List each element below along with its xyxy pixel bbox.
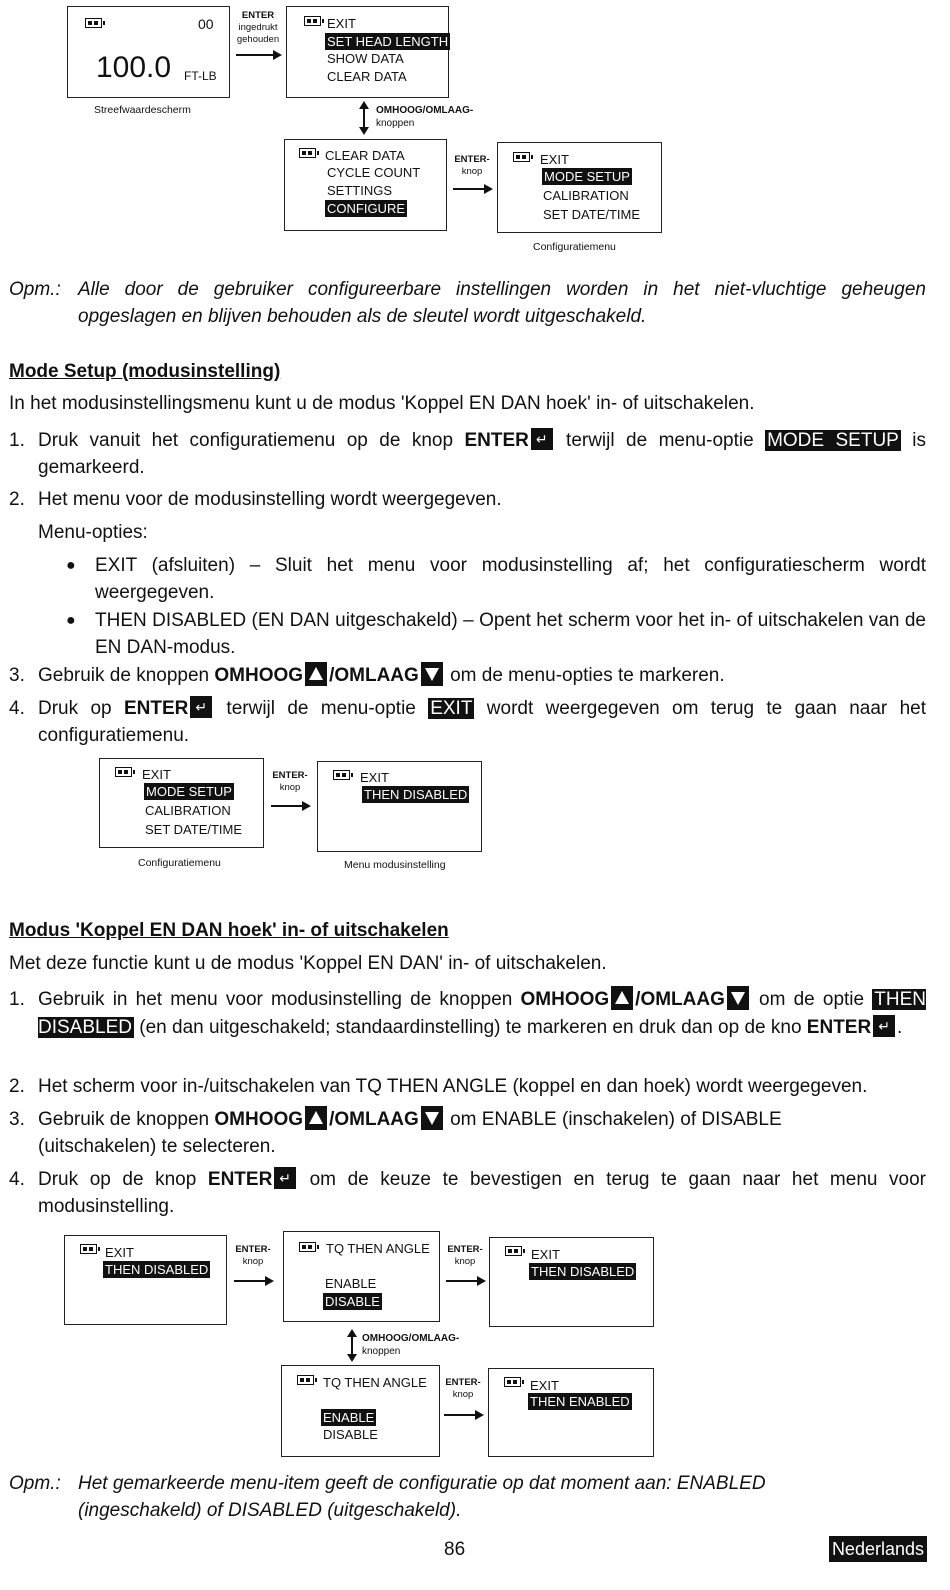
enter-button-label — [270, 770, 310, 794]
step-number: 2. — [9, 1076, 25, 1097]
up-key-label: OMHOOG — [214, 1109, 304, 1130]
menu-item-highlighted: MODE SETUP — [544, 169, 630, 184]
up-key-label: OMHOOG — [214, 665, 304, 686]
step-number: 3. — [9, 1109, 25, 1130]
step-text-part: om de keuze te bevestigen en terug te gaan naar het menu voor modusinstelling. — [38, 1169, 926, 1217]
step-text — [38, 986, 926, 1042]
target-unit: FT-LB — [184, 69, 217, 83]
menu-item: SETTINGS — [327, 183, 393, 198]
updown-label — [362, 1332, 459, 1358]
updown-line2: knoppen — [362, 1346, 401, 1357]
battery-icon — [505, 1246, 522, 1256]
step-text-part: Gebruik in het menu voor modusinstelling de knoppen — [38, 989, 521, 1010]
enter-button-label — [233, 1244, 273, 1268]
note-label: Opm.: — [9, 279, 61, 300]
section-heading-mode-setup: Mode Setup (modusinstelling) — [9, 361, 281, 382]
enter-hold-line3: gehouden — [236, 34, 280, 45]
step-text-part: Druk op — [38, 698, 124, 719]
updown-line1: OMHOOG/OMLAAG- — [376, 105, 474, 116]
enter-label-line2: knop — [461, 166, 483, 177]
config-menu-screen — [99, 758, 264, 848]
right-arrow-icon — [271, 801, 311, 811]
battery-icon — [297, 1375, 314, 1385]
right-arrow-icon — [453, 184, 493, 194]
mode-menu-screen-disabled — [64, 1235, 227, 1325]
step-number: 3. — [9, 665, 25, 686]
enter-key-icon: ↵ — [531, 428, 553, 450]
step-number: 4. — [9, 698, 25, 719]
section-intro: In het modusinstellingsmenu kunt u de modus 'Koppel EN DAN hoek' in- of uitschakelen. — [9, 393, 755, 414]
menu-item-highlighted: SET HEAD LENGTH — [327, 34, 449, 49]
menu-item-highlighted: THEN DISABLED — [364, 787, 468, 802]
enter-label-line1: ENTER- — [272, 770, 308, 781]
enter-label-line1: ENTER- — [454, 154, 490, 165]
menu-item: EXIT — [360, 770, 389, 785]
down-key-label: /OMLAAG — [635, 989, 725, 1010]
menu-item-highlighted: DISABLE — [325, 1294, 380, 1309]
menu-item: CLEAR DATA — [327, 69, 407, 84]
enter-key-icon: ↵ — [873, 1015, 895, 1037]
step-text-part: om de optie — [750, 989, 873, 1010]
menu-item-highlighted: CONFIGURE — [327, 201, 405, 216]
down-key-label: /OMLAAG — [329, 665, 419, 686]
enter-key-label: ENTER — [806, 1017, 872, 1038]
step-text — [38, 1166, 926, 1220]
then-disabled-highlight: THEN DISABLED — [38, 989, 926, 1038]
right-arrow-icon — [446, 1276, 486, 1286]
menu-item-highlighted: THEN DISABLED — [105, 1262, 209, 1277]
down-arrow-icon — [727, 986, 749, 1010]
step-text-part: om de menu-opties te markeren. — [444, 665, 725, 686]
menu-item: EXIT — [540, 152, 569, 167]
step-text-part: wordt weergegeven om terug te gaan naar het configuratiemenu. — [38, 698, 926, 746]
bullet-text: EXIT (afsluiten) – Sluit het menu voor modusinstelling af; het configuratiescherm wordt weergegeven. — [95, 555, 926, 603]
config-menu-caption: Configuratiemenu — [138, 857, 221, 869]
enter-key-label: ENTER — [464, 430, 529, 451]
up-down-arrow-icon — [359, 101, 369, 135]
enter-key-icon: ↵ — [190, 696, 212, 718]
note-text: Alle door de gebruiker configureerbare instellingen worden in het niet-vluchtige geheugen opgeslagen en blijven behouden als de sleutel wordt uitgeschakeld. — [78, 279, 926, 327]
step-text-part: Gebruik de knoppen — [38, 1109, 215, 1130]
battery-icon — [115, 767, 132, 777]
step-text-part: Gebruik de knoppen — [38, 665, 215, 686]
screen-digits: 00 — [198, 16, 214, 32]
battery-icon — [333, 770, 350, 780]
data-menu-screen — [284, 139, 447, 231]
step-text-part: (en dan uitgeschakeld; standaardinstelling) te markeren en druk dan op de kno — [133, 1017, 807, 1038]
down-arrow-icon — [421, 1106, 443, 1130]
step-text-part: terwijl de menu-optie — [214, 698, 429, 719]
step-text-part: Druk op de knop — [38, 1169, 208, 1190]
step-text — [38, 427, 926, 481]
menu-item: SET DATE/TIME — [543, 207, 641, 222]
page-number: 86 — [444, 1539, 466, 1560]
config-menu-caption: Configuratiemenu — [533, 241, 616, 253]
menu-item-highlighted: MODE SETUP — [146, 784, 232, 799]
enter-button-label — [443, 1377, 483, 1401]
exit-highlight: EXIT — [430, 698, 473, 719]
note-text: Het gemarkeerde menu-item geeft de configuratie op dat moment aan: ENABLED (ingeschakeld) of DISABLED (uitgeschakeld). — [78, 1473, 766, 1521]
mode-menu-screen-disabled — [489, 1237, 654, 1327]
enter-hold-line1: ENTER — [241, 10, 275, 21]
battery-icon — [85, 18, 102, 28]
step-text: Het menu voor de modusinstelling wordt weergegeven. — [38, 489, 502, 510]
section-heading-then-angle: Modus 'Koppel EN DAN hoek' in- of uitschakelen — [9, 920, 449, 941]
section-intro: Met deze functie kunt u de modus 'Koppel EN DAN' in- of uitschakelen. — [9, 953, 607, 974]
menu-item-highlighted: THEN DISABLED — [531, 1264, 635, 1279]
step-text-part: terwijl de menu-optie — [554, 430, 766, 451]
step-number: 4. — [9, 1169, 25, 1190]
target-value-screen — [67, 6, 230, 98]
menu-item: CALIBRATION — [145, 803, 231, 818]
target-value: 100.0 — [96, 51, 172, 84]
menu-item: EXIT — [530, 1378, 559, 1393]
down-key-label: /OMLAAG — [329, 1109, 419, 1130]
step-number: 1. — [9, 989, 25, 1010]
battery-icon — [80, 1244, 97, 1254]
step-number: 2. — [9, 489, 25, 510]
up-down-arrow-icon — [347, 1329, 357, 1362]
enter-hold-label — [234, 10, 282, 46]
enter-label-line1: ENTER- — [447, 1244, 483, 1255]
menu-item: EXIT — [142, 767, 171, 782]
updown-line1: OMHOOG/OMLAAG- — [362, 1333, 460, 1344]
mode-menu-caption: Menu modusinstelling — [344, 859, 446, 871]
right-arrow-icon — [444, 1410, 484, 1420]
note-label: Opm.: — [9, 1473, 61, 1494]
enter-label-line2: knop — [454, 1256, 476, 1267]
bullet-icon: ● — [66, 557, 76, 574]
right-arrow-icon — [236, 50, 282, 60]
enter-key-label: ENTER — [207, 1169, 273, 1190]
step-text-part: is gemarkeerd. — [38, 430, 927, 478]
menu-item-highlighted: ENABLE — [323, 1410, 375, 1425]
battery-icon — [299, 148, 316, 158]
enter-label-line2: knop — [279, 782, 301, 793]
target-screen-caption: Streefwaardescherm — [94, 104, 191, 116]
bullet-text: THEN DISABLED (EN DAN uitgeschakeld) – Opent het scherm voor het in- of uitschakelen van de EN DAN-modus. — [95, 610, 926, 658]
step-text-part: Druk vanuit het configuratiemenu op de knop — [38, 430, 465, 451]
step-text: Het scherm voor in-/uitschakelen van TQ THEN ANGLE (koppel en dan hoek) wordt weergegeven. — [38, 1076, 868, 1097]
head-length-menu-screen — [286, 6, 449, 98]
step-text — [38, 662, 725, 689]
menu-item: CALIBRATION — [543, 188, 629, 203]
menu-item-highlighted: THEN ENABLED — [530, 1394, 630, 1409]
enter-key-icon: ↵ — [274, 1167, 296, 1189]
tq-then-angle-screen-disable — [283, 1231, 440, 1322]
battery-icon — [304, 16, 321, 26]
menu-item: SET DATE/TIME — [145, 822, 243, 837]
menu-options-label: Menu-opties: — [38, 522, 148, 543]
mode-setup-highlight: MODE SETUP — [767, 430, 899, 451]
down-arrow-icon — [421, 662, 443, 686]
enter-button-label — [445, 1244, 485, 1268]
mode-setup-menu-screen — [317, 761, 482, 852]
menu-item: EXIT — [105, 1245, 134, 1260]
step-text — [38, 695, 926, 749]
enter-button-label — [452, 154, 492, 178]
bullet-icon: ● — [66, 612, 76, 629]
up-key-label: OMHOOG — [520, 989, 610, 1010]
menu-item: ENABLE — [325, 1276, 377, 1291]
battery-icon — [504, 1377, 521, 1387]
right-arrow-icon — [234, 1276, 274, 1286]
updown-label — [376, 104, 473, 130]
language-badge: Nederlands — [829, 1536, 927, 1562]
enter-hold-line2: ingedrukt — [238, 22, 278, 33]
menu-item: EXIT — [327, 16, 356, 31]
updown-line2: knoppen — [376, 118, 415, 129]
enter-label-line2: knop — [452, 1389, 474, 1400]
enter-label-line1: ENTER- — [445, 1377, 481, 1388]
enter-label-line1: ENTER- — [235, 1244, 271, 1255]
tq-then-angle-screen-enable — [281, 1365, 440, 1457]
menu-item: SHOW DATA — [327, 51, 404, 66]
mode-menu-screen-enabled — [488, 1368, 654, 1457]
enter-label-line2: knop — [242, 1256, 264, 1267]
screen-title: TQ THEN ANGLE — [323, 1375, 427, 1390]
screen-title: TQ THEN ANGLE — [326, 1241, 430, 1256]
step-text — [38, 1106, 838, 1160]
menu-item: CYCLE COUNT — [327, 165, 421, 180]
enter-key-label: ENTER — [123, 698, 189, 719]
battery-icon — [513, 152, 530, 162]
config-menu-screen — [497, 142, 662, 233]
up-arrow-icon — [611, 986, 633, 1010]
up-arrow-icon — [305, 1106, 327, 1130]
step-text-part: om ENABLE (inschakelen) of DISABLE (uitschakelen) te selecteren. — [38, 1109, 782, 1157]
step-number: 1. — [9, 430, 25, 451]
menu-item: DISABLE — [323, 1427, 378, 1442]
step-text-part: . — [896, 1017, 903, 1038]
menu-item: EXIT — [531, 1247, 560, 1262]
battery-icon — [299, 1242, 316, 1252]
menu-item: CLEAR DATA — [325, 148, 405, 163]
up-arrow-icon — [305, 662, 327, 686]
